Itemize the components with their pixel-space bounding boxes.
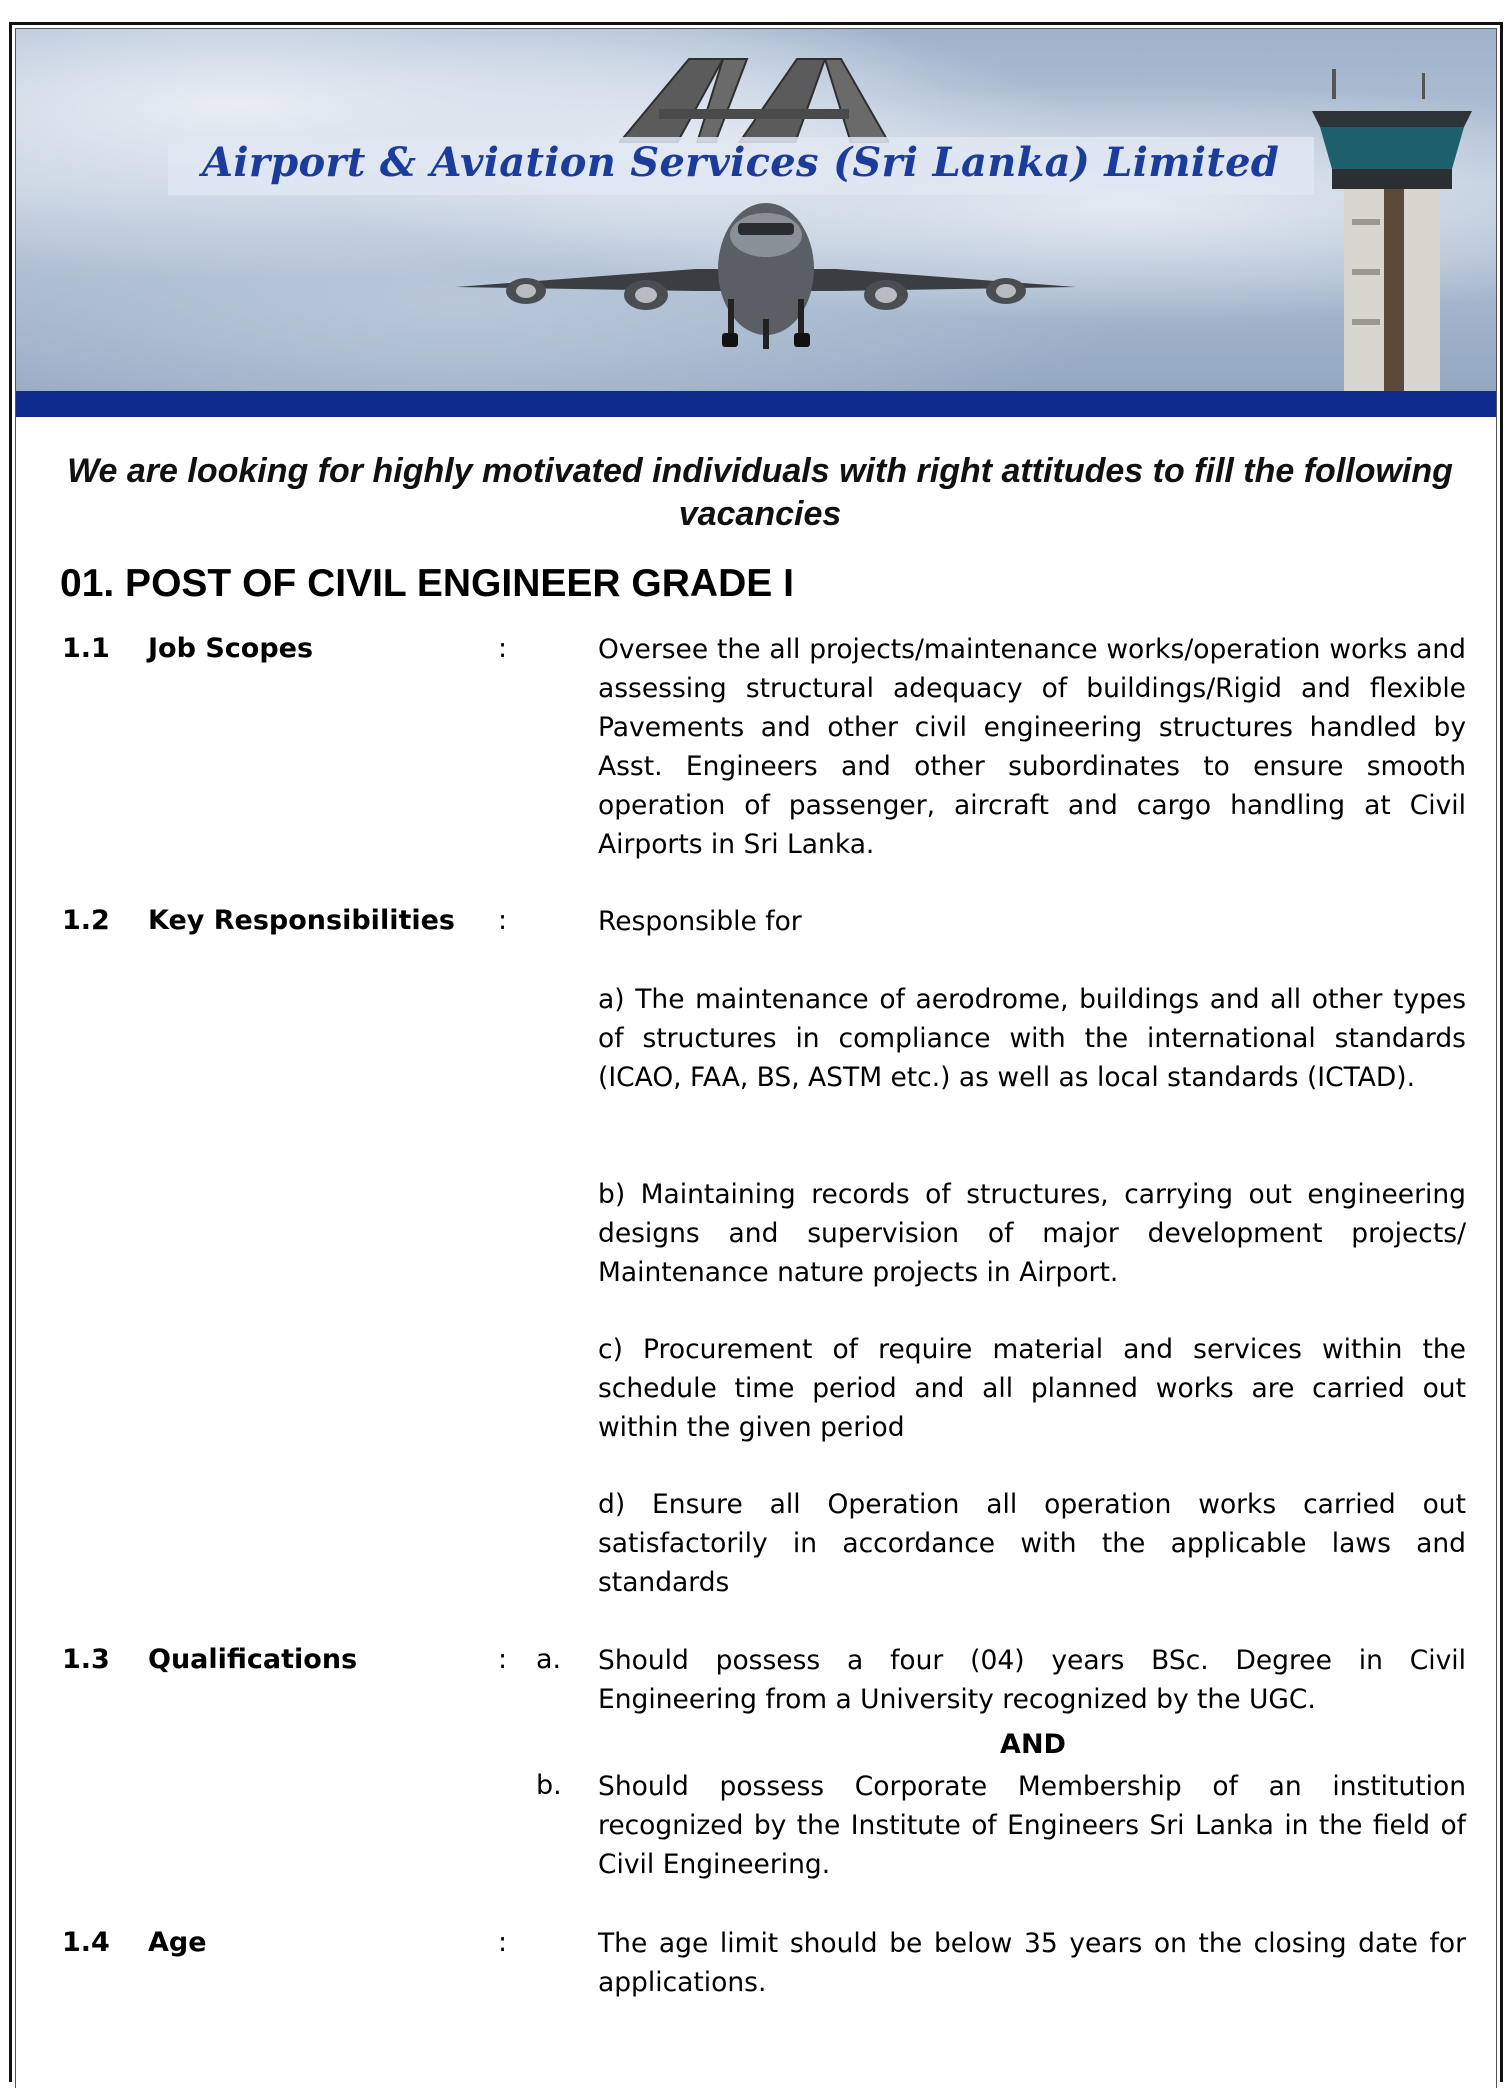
qualification-marker: a. bbox=[536, 1644, 562, 1675]
responsibility-item: b) Maintaining records of structures, carrying out engineering designs and supervision of major development projects/ Maintenance nature projects in Airport. bbox=[598, 1179, 1466, 1288]
airplane-icon bbox=[446, 199, 1086, 399]
job-scopes-text: Oversee the all projects/maintenance works/operation works and assessing structural adequacy of buildings/Rigid and flexible Pavements and other civil engineering structures handled by Asst. Engineers and other subordinates to ensure smooth operation of passenger, aircraft and cargo handling at Civil Airports in Sri Lanka. bbox=[598, 634, 1466, 860]
company-name: Airport & Aviation Services (Sri Lanka) Limited bbox=[202, 139, 1280, 186]
responsibility-item: d) Ensure all Operation all operation works carried out satisfactorily in accordance with the applicable laws and standards bbox=[598, 1489, 1466, 1598]
qualification-connector: AND bbox=[1000, 1729, 1066, 1760]
section-number: 1.4 bbox=[62, 1927, 110, 1958]
tagline: We are looking for highly motivated individuals with right attitudes to fill the following vacancies bbox=[67, 452, 1453, 533]
section-label: Job Scopes bbox=[148, 633, 314, 664]
qualification-item: Should possess a four (04) years BSc. Degree in Civil Engineering from a University recognized by the UGC. bbox=[598, 1645, 1466, 1715]
banner-stripe bbox=[16, 391, 1496, 417]
control-tower-icon bbox=[1292, 69, 1492, 399]
aa-logo-icon bbox=[619, 47, 889, 143]
section-number: 1.1 bbox=[62, 633, 110, 664]
header-banner bbox=[16, 29, 1496, 417]
section-colon: : bbox=[498, 1644, 508, 1675]
responsibilities-intro: Responsible for bbox=[598, 906, 802, 937]
section-number: 1.2 bbox=[62, 905, 110, 936]
age-text: The age limit should be below 35 years on the closing date for applications. bbox=[598, 1928, 1466, 1998]
section-label: Qualifications bbox=[148, 1644, 358, 1675]
qualification-marker: b. bbox=[536, 1770, 562, 1801]
section-colon: : bbox=[498, 633, 508, 664]
responsibility-item: a) The maintenance of aerodrome, buildings and all other types of structures in compliance with the international standards (ICAO, FAA, BS, ASTM etc.) as well as local standards (ICTAD). bbox=[598, 984, 1466, 1093]
post-heading: 01. POST OF CIVIL ENGINEER GRADE I bbox=[60, 562, 794, 605]
qualification-item: Should possess Corporate Membership of an institution recognized by the Institute of Engineers Sri Lanka in the field of Civil Engineering. bbox=[598, 1771, 1466, 1880]
section-colon: : bbox=[498, 905, 508, 936]
responsibility-item: c) Procurement of require material and services within the schedule time period and all planned works are carried out within the given period bbox=[598, 1334, 1466, 1443]
section-colon: : bbox=[498, 1927, 508, 1958]
section-label: Age bbox=[148, 1927, 207, 1958]
section-number: 1.3 bbox=[62, 1644, 110, 1675]
section-label: Key Responsibilities bbox=[148, 905, 455, 936]
